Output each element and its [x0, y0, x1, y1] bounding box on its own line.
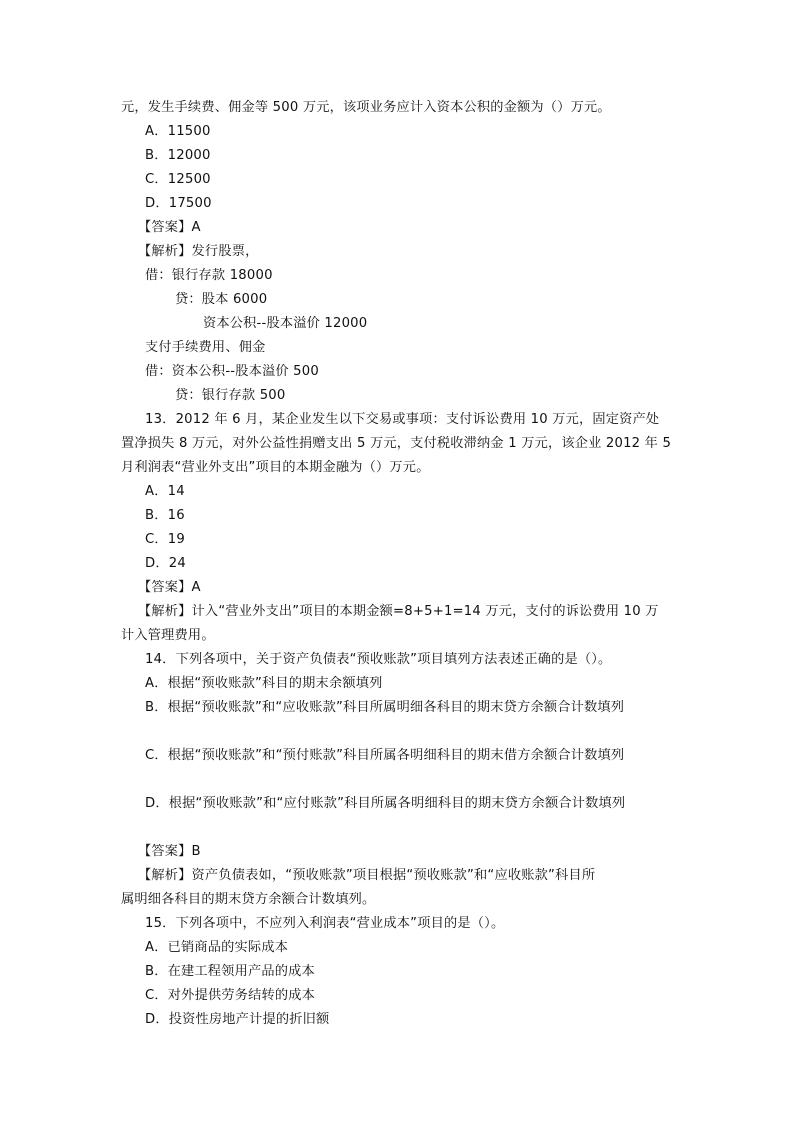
option-line: D．24	[145, 556, 186, 571]
option-line: C．对外提供劳务结转的成本	[145, 988, 316, 1003]
option-line: B．12000	[145, 148, 211, 163]
option-line: A．11500	[145, 124, 211, 139]
option-line: B．在建工程领用产品的成本	[145, 964, 315, 979]
analysis-line: 【解析】计入“营业外支出”项目的本期金额=8+5+1=14 万元，支付的诉讼费用 10 万	[138, 604, 659, 619]
answer-line: 【答案】A	[138, 580, 201, 595]
journal-line: 借：资本公积--股本溢价 500	[145, 364, 319, 379]
answer-line: 【答案】A	[138, 220, 201, 235]
analysis-line: 【解析】资产负债表如，“预收账款”项目根据“预收账款”和“应收账款”科目所	[138, 868, 596, 883]
option-line: D．根据“预收账款”和“应付账款”科目所属各明细科目的期末贷方余额合计数填列	[145, 796, 626, 811]
journal-line: 贷：股本 6000	[175, 292, 268, 307]
analysis-line: 属明细各科目的期末贷方余额合计数填列。	[121, 892, 376, 907]
option-line: B．16	[145, 508, 185, 523]
option-line: C．19	[145, 532, 185, 547]
option-line: A．根据“预收账款”科目的期末余额填列	[145, 676, 383, 691]
question-line: 置净损失 8 万元，对外公益性捐赠支出 5 万元，支付税收滞纳金 1 万元，该企业 2012 年 5	[121, 436, 672, 451]
journal-line: 贷：银行存款 500	[175, 388, 286, 403]
analysis-line: 计入管理费用。	[121, 628, 215, 643]
question-line: 13．2012 年 6 月，某企业发生以下交易或事项：支付诉讼费用 10 万元，固定资产处	[145, 412, 660, 427]
option-line: A．14	[145, 484, 185, 499]
option-line: A．已销商品的实际成本	[145, 940, 289, 955]
question-line: 月利润表“营业外支出”项目的本期金融为（）万元。	[121, 460, 430, 475]
answer-line: 【答案】B	[138, 844, 201, 859]
text-line: 元，发生手续费、佣金等 500 万元，该项业务应计入资本公积的金额为（）万元。	[121, 100, 611, 115]
analysis-line: 【解析】发行股票，	[138, 244, 259, 259]
question-line: 14．下列各项中，关于资产负债表“预收账款”项目填列方法表述正确的是（）。	[145, 652, 612, 667]
journal-line: 资本公积--股本溢价 12000	[203, 316, 368, 331]
option-line: B．根据“预收账款”和“应收账款”科目所属明细各科目的期末贷方余额合计数填列	[145, 700, 625, 715]
question-line: 15．下列各项中，不应列入利润表“营业成本”项目的是（）。	[145, 916, 505, 931]
journal-line: 借：银行存款 18000	[145, 268, 273, 283]
text-line: 支付手续费用、佣金	[145, 340, 266, 355]
option-line: D．投资性房地产计提的折旧额	[145, 1012, 330, 1027]
option-line: C．根据“预收账款”和“预付账款”科目所属各明细科目的期末借方余额合计数填列	[145, 748, 625, 763]
option-line: D．17500	[145, 196, 212, 211]
option-line: C．12500	[145, 172, 211, 187]
